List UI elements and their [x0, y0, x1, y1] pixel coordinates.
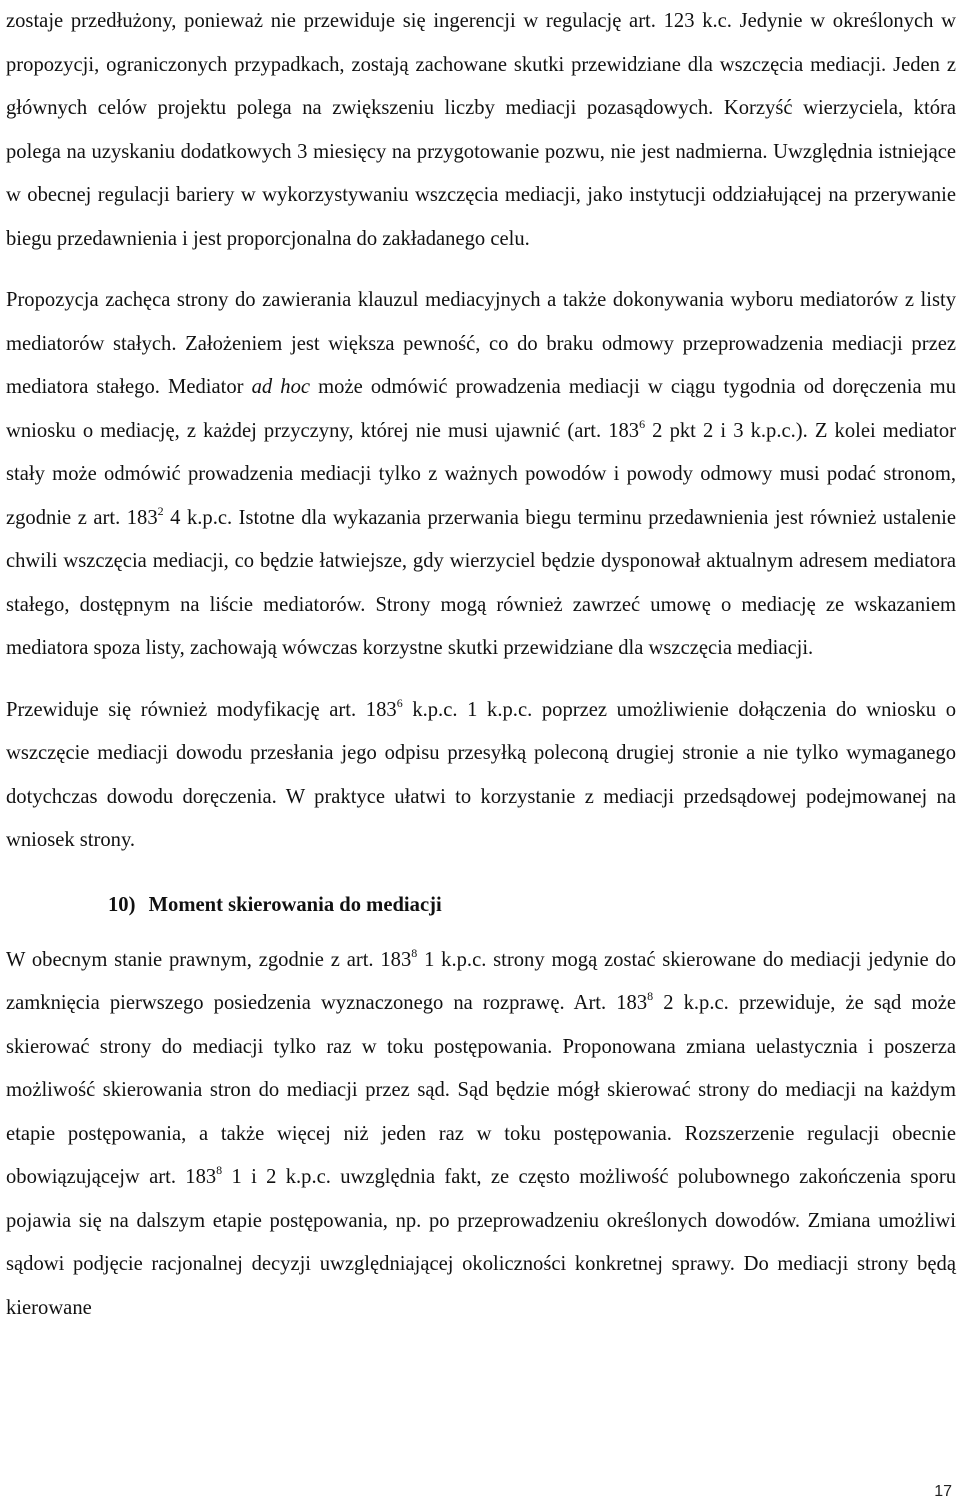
section-heading-title: Moment skierowania do mediacji — [148, 893, 442, 916]
text-segment: k.p.c. 1 k.p.c. poprzez umożliwienie dołączenia do wniosku o wszczęcie mediacji dowodu przesłania jego odpisu przesyłką poleconą drugiej stronie a nie tylko wymaganego dotychczas dowodu doręczenia. W praktyce ułatwi to korzystanie z mediacji przedsądowej podejmowanej na wniosek strony. — [6, 698, 956, 851]
text-segment: zostaje przedłużony, ponieważ nie przewiduje się ingerencji w regulację art. 123 k.c. Jedynie w określonych w propozycji, ograniczonych przypadkach, zostają zachowane skutki przewidziane dla wszczęcia mediacji. Jeden z głównych celów projektu polega na zwiększeniu liczby mediacji pozasądowych. Korzyść wierzyciela, która polega na uzyskaniu dodatkowych 3 miesięcy na przygotowanie pozwu, nie jest nadmierna. Uwzględnia istniejące w obecnej regulacji bariery w wykorzystywaniu wszczęcia mediacji, jako instytucji oddziałującej na przerywanie biegu przedawnienia i jest proporcjonalna do zakładanego celu. — [6, 10, 956, 250]
document-page — [6, 0, 956, 1330]
superscript: 2 — [157, 503, 164, 518]
superscript: 6 — [396, 695, 403, 710]
paragraph-p1 — [6, 0, 956, 261]
text-segment: W obecnym stanie prawnym, zgodnie z art. 183 — [6, 948, 412, 971]
italic-text: ad hoc — [251, 376, 311, 398]
text-segment: 2 pkt 2 i 3 k.p.c.). Z kolei mediator stały może odmówić prowadzenia mediacji tylko z ważnych powodów i powody odmowy musi podać stronom, zgodnie z art. 183 — [6, 419, 956, 529]
superscript: 6 — [639, 416, 646, 431]
text-segment: 1 k.p.c. strony mogą zostać skierowane do mediacji jedynie do zamknięcia pierwszego posiedzenia wyznaczonego na rozprawę. Art. 183 — [6, 948, 956, 1014]
page-number: 17 — [934, 1483, 952, 1500]
text-segment: Propozycja zachęca strony do zawierania klauzul mediacyjnych a także dokonywania wyboru mediatorów z listy mediatorów stałych. Założeniem jest większa pewność, co do braku odmowy przeprowadzenia mediacji przez mediatora stałego. Mediator — [6, 289, 956, 398]
superscript: 8 — [216, 1163, 223, 1177]
section-heading — [6, 885, 956, 925]
section-heading-number: 10) — [108, 893, 136, 916]
superscript: 8 — [647, 989, 654, 1003]
superscript: 8 — [411, 945, 418, 960]
text-segment: 2 k.p.c. przewiduje, że sąd może skierować strony do mediacji tylko raz w toku postępowania. Proponowana zmiana uelastycznia i poszerza możliwość skierowania stron do mediacji przez sąd. Sąd będzie mógł skierować strony do mediacji na każdym etapie postępowania, a także więcej niż jeden raz w toku postępowania. Rozszerzenie regulacji obecnie obowiązującejw art. 183 — [6, 992, 956, 1188]
text-segment: może odmówić prowadzenia mediacji w ciągu tygodnia od doręczenia mu wniosku o mediację, z każdej przyczyny, której nie musi ujawnić (art. 183 — [6, 376, 957, 442]
text-segment: Przewiduje się również modyfikację art. 183 — [6, 698, 397, 721]
body-text-after-heading — [6, 939, 956, 1331]
text-segment: 4 k.p.c. Istotne dla wykazania przerwania biegu terminu przedawnienia jest również ustalenie chwili wszczęcia mediacji, co będzie łatwiejsze, gdy wierzyciel będzie dysponował aktualnym adresem mediatora stałego, dostępnym na liście mediatorów. Strony mogą również zawrzeć umowę o mediację ze wskazaniem mediatora spoza listy, zachowają wówczas korzystne skutki przewidziane dla wszczęcia mediacji. — [6, 506, 956, 659]
text-segment: 1 i 2 k.p.c. uwzględnia fakt, ze często możliwość polubownego zakończenia sporu pojawia się na dalszym etapie postępowania, np. po przeprowadzeniu określonych dowodów. Zmiana umożliwi sądowi podjęcie racjonalnej decyzji uwzględniającej okoliczności konkretnej sprawy. Do mediacji strony będą kierowane — [6, 1166, 956, 1319]
paragraph-p4 — [6, 939, 956, 1331]
paragraph-p2 — [6, 279, 956, 671]
body-text-before-heading — [6, 0, 956, 863]
paragraph-p3 — [6, 689, 956, 863]
